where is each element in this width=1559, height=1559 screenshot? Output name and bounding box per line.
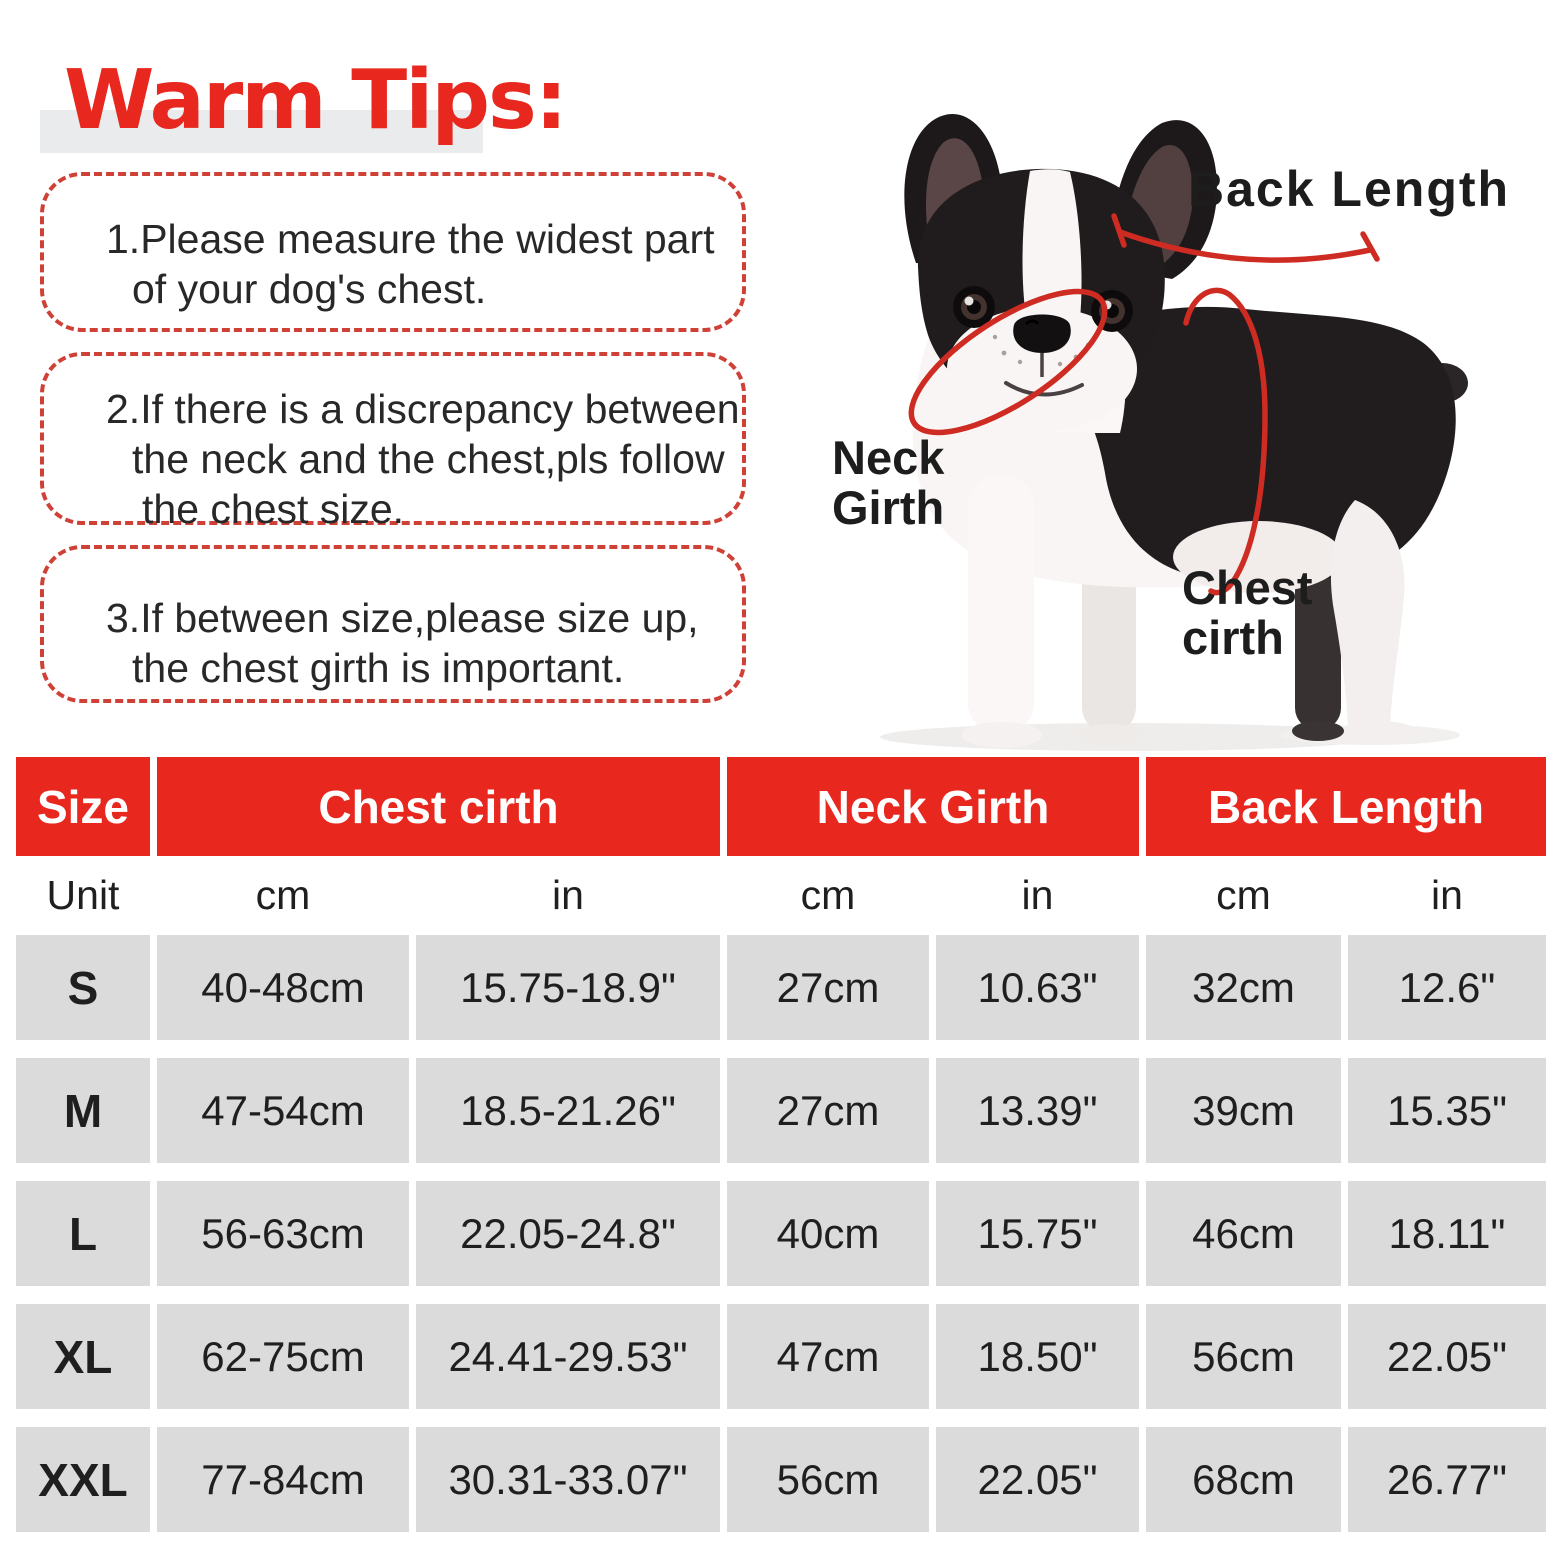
value-cell: 12.6"	[1348, 935, 1546, 1040]
value-cell: 27cm	[727, 1058, 929, 1163]
value-cell: 30.31-33.07"	[416, 1427, 720, 1532]
value-cell: 56cm	[727, 1427, 929, 1532]
size-cell: XXL	[16, 1427, 150, 1532]
value-cell: 18.11"	[1348, 1181, 1546, 1286]
tip-box-1	[40, 172, 746, 332]
value-cell: 56-63cm	[157, 1181, 409, 1286]
page-title: Warm Tips:	[64, 53, 566, 148]
tip-3-line-1: 3.If between size,please size up,	[106, 595, 699, 641]
value-cell: 27cm	[727, 935, 929, 1040]
tip-2-line-1: 2.If there is a discrepancy between	[106, 386, 740, 432]
size-cell: XL	[16, 1304, 150, 1409]
unit-cell: in	[1021, 872, 1054, 918]
tip-2-line-3: the chest size.	[142, 486, 405, 532]
value-cell: 68cm	[1146, 1427, 1341, 1532]
tip-box-2	[40, 352, 746, 532]
unit-cell: in	[1431, 872, 1463, 918]
value-cell: 26.77"	[1348, 1427, 1546, 1532]
value-cell: 56cm	[1146, 1304, 1341, 1409]
value-cell: 15.75"	[936, 1181, 1139, 1286]
chest-girth-label-line-2: cirth	[1182, 610, 1284, 664]
unit-cell: Unit	[46, 872, 120, 918]
back-length-label: Back Length	[1188, 161, 1511, 217]
value-cell: 22.05"	[936, 1427, 1139, 1532]
table-header-neck-girth: Neck Girth	[727, 757, 1139, 856]
back-length-tick-right	[1363, 234, 1377, 259]
value-cell: 18.50"	[936, 1304, 1139, 1409]
neck-girth-label	[832, 433, 944, 533]
value-cell: 62-75cm	[157, 1304, 409, 1409]
size-table	[16, 757, 1546, 1532]
value-cell: 40-48cm	[157, 935, 409, 1040]
table-header-chest-girth: Chest cirth	[157, 757, 720, 856]
value-cell: 39cm	[1146, 1058, 1341, 1163]
size-cell: M	[16, 1058, 150, 1163]
value-cell: 47-54cm	[157, 1058, 409, 1163]
table-header-size: Size	[16, 757, 150, 856]
value-cell: 10.63"	[936, 935, 1139, 1040]
chest-girth-label	[1182, 563, 1313, 663]
value-cell: 32cm	[1146, 935, 1341, 1040]
value-cell: 24.41-29.53"	[416, 1304, 720, 1409]
tip-1-line-1: 1.Please measure the widest part	[106, 216, 715, 262]
value-cell: 15.35"	[1348, 1058, 1546, 1163]
tip-3-line-2: the chest girth is important.	[132, 645, 625, 691]
tip-1-line-2: of your dog's chest.	[132, 266, 487, 312]
dog-measurement-diagram	[790, 85, 1559, 775]
tip-box-3	[40, 545, 746, 703]
neck-girth-label-line-2: Girth	[832, 480, 945, 534]
tip-2-line-2: the neck and the chest,pls follow	[132, 436, 725, 482]
value-cell: 47cm	[727, 1304, 929, 1409]
value-cell: 18.5-21.26"	[416, 1058, 720, 1163]
value-cell: 77-84cm	[157, 1427, 409, 1532]
value-cell: 22.05"	[1348, 1304, 1546, 1409]
unit-cell: cm	[255, 872, 311, 918]
unit-cell: cm	[800, 872, 856, 918]
value-cell: 13.39"	[936, 1058, 1139, 1163]
table-header-back-length: Back Length	[1146, 757, 1546, 856]
neck-girth-label-line-1: Neck	[832, 431, 945, 484]
unit-cell: in	[552, 872, 584, 918]
value-cell: 46cm	[1146, 1181, 1341, 1286]
size-cell: S	[16, 935, 150, 1040]
value-cell: 40cm	[727, 1181, 929, 1286]
value-cell: 22.05-24.8"	[416, 1181, 720, 1286]
size-cell: L	[16, 1181, 150, 1286]
value-cell: 15.75-18.9"	[416, 935, 720, 1040]
chest-girth-label-line-1: Chest	[1182, 561, 1313, 614]
unit-cell: cm	[1216, 872, 1271, 918]
